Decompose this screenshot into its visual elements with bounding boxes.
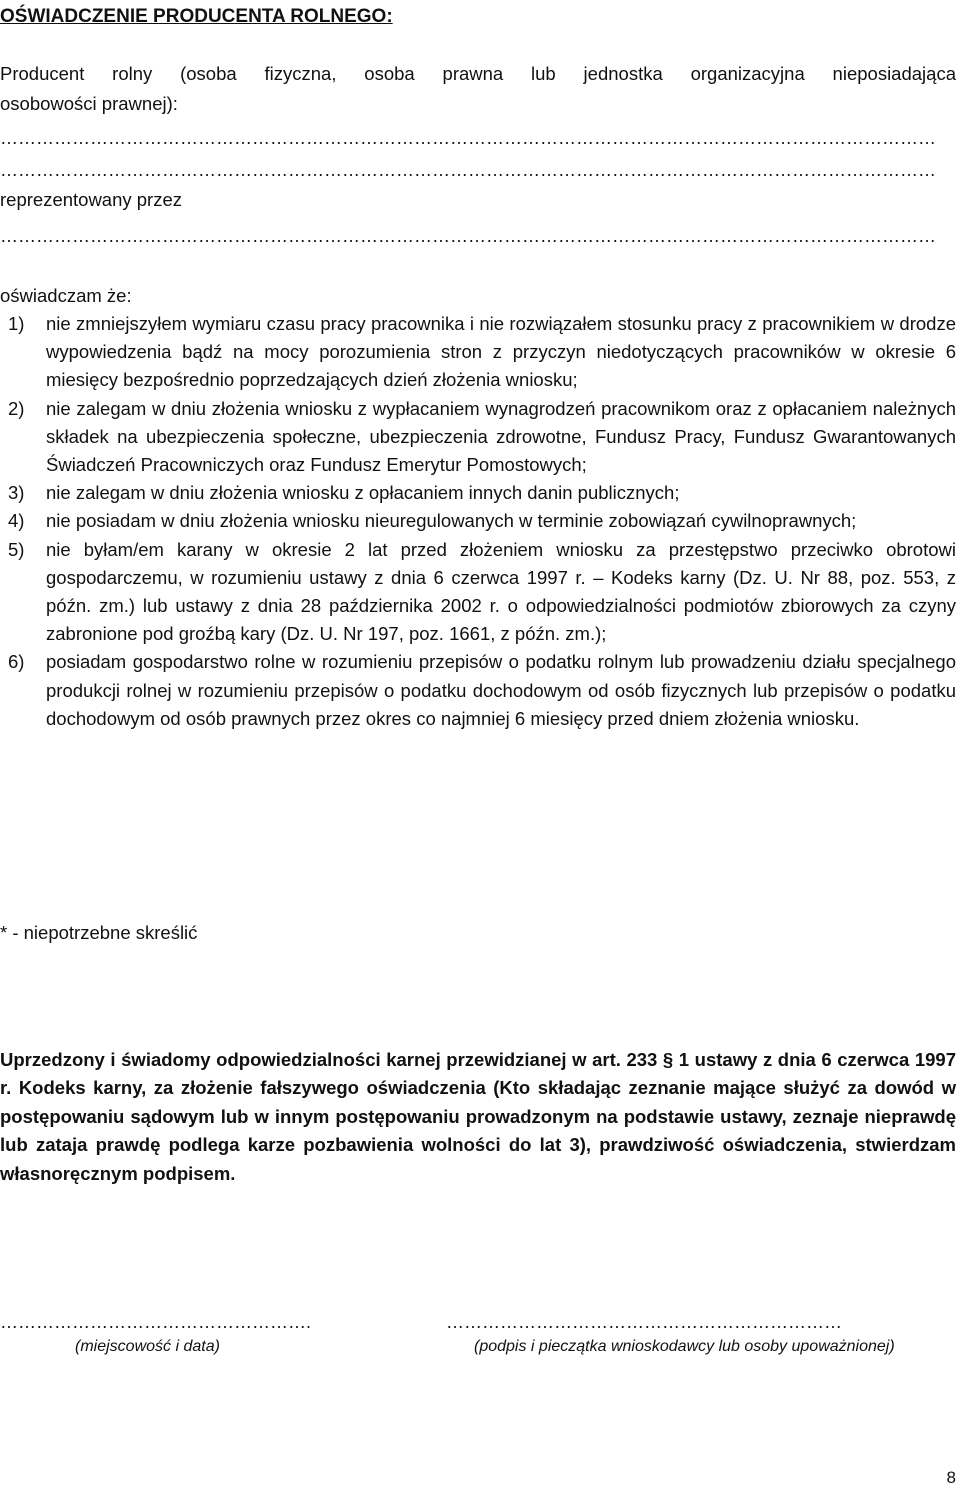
declaration-item-6 (0, 648, 956, 733)
producer-line-1: Producent rolny (osoba fizyczna, osoba prawna lub jednostka organizacyjna nieposiadająca (0, 63, 956, 84)
signature-place-date-dots: ……………………………………………. (0, 1312, 312, 1332)
fill-in-dots-3: ………………………………………………………………………………………………………………………………………… (0, 226, 936, 246)
signature-dots: ………………………………………………………… (446, 1312, 842, 1332)
item-number: 4) (8, 510, 25, 532)
producer-line-2: osobowości prawnej): (0, 93, 178, 114)
fill-in-dots-1: ………………………………………………………………………………………………………………………………………… (0, 128, 936, 148)
item-number: 3) (8, 482, 25, 504)
item-text: nie posiadam w dniu złożenia wniosku nieuregulowanych w terminie zobowiązań cywilnoprawnych; (46, 510, 857, 532)
item-number: 2) (8, 397, 25, 419)
declaration-item-2 (0, 395, 956, 480)
item-number: 1) (8, 313, 25, 334)
page-number: 8 (946, 1468, 956, 1487)
item-text: nie zalegam w dniu złożenia wniosku z opłacaniem innych danin publicznych; (46, 482, 680, 504)
declaration-item-4 (0, 507, 956, 535)
declaration-list (0, 310, 956, 733)
place-date-label: (miejscowość i data) (75, 1338, 220, 1355)
declare-that-label: oświadczam że: (0, 285, 132, 306)
liability-statement: Uprzedzony i świadomy odpowiedzialności karnej przewidzianej w art. 233 § 1 ustawy z dnia 6 czerwca 1997 r. Kodeks karny, za złożenie fałszywego oświadczenia (Kto składając zeznanie mające służyć za dowód w postępowaniu sądowym lub w innym postępowaniu prowadzonym na podstawie ustawy, zeznaje nieprawdę lub zataja prawdę podlega karze pozbawienia wolności do lat 3), prawdziwość oświadczenia, stwierdzam własnoręcznym podpisem. (0, 1049, 956, 1184)
declaration-item-3 (0, 479, 956, 507)
signature-label: (podpis i pieczątka wnioskodawcy lub osoby upoważnionej) (474, 1338, 895, 1355)
item-text: nie zalegam w dniu złożenia wniosku z wypłacaniem wynagrodzeń pracownikom oraz z opłacaniem należnych składek na ubezpieczenia społeczne, ubezpieczenia zdrowotne, Fundusz Pracy, Fundusz Gwarantowanych Świadczeń Pracowniczych oraz Fundusz Emerytur Pomostowych; (46, 397, 956, 476)
item-number: 6) (8, 651, 25, 673)
item-text: nie byłam/em karany w okresie 2 lat przed złożeniem wniosku za przestępstwo przeciwko obrotowi gospodarczemu, w rozumieniu ustawy z dnia 6 czerwca 1997 r. – Kodeks karny (Dz. U. Nr 88, poz. 553, z późn. zm.) lub ustawy z dnia 28 października 2002 r. o odpowiedzialności podmiotów zbiorowych za czyny zabronione pod groźbą kary (Dz. U. Nr 197, poz. 1661, z późn. zm.); (46, 538, 956, 645)
item-number: 5) (8, 538, 25, 560)
document-heading: OŚWIADCZENIE PRODUCENTA ROLNEGO: (0, 6, 393, 27)
item-text: nie zmniejszyłem wymiaru czasu pracy pracownika i nie rozwiązałem stosunku pracy z pracownikiem w drodze wypowiedzenia bądź na mocy porozumienia stron z przyczyn niedotyczących pracowników w okresie 6 miesięcy bezpośrednio poprzedzających dzień złożenia wniosku; (46, 313, 956, 391)
declaration-item-5 (0, 536, 956, 649)
footnote: * - niepotrzebne skreślić (0, 922, 198, 943)
represented-by-label: reprezentowany przez (0, 189, 183, 210)
item-text: posiadam gospodarstwo rolne w rozumieniu przepisów o podatku rolnym lub prowadzeniu działu specjalnego produkcji rolnej w rozumieniu przepisów o podatku dochodowym od osób fizycznych lub przepisów o podatku dochodowym od osób prawnych przez okres co najmniej 6 miesięcy przed dniem złożenia wniosku. (46, 651, 956, 729)
declaration-item-1 (0, 310, 956, 395)
fill-in-dots-2: ………………………………………………………………………………………………………………………………………… (0, 160, 936, 180)
